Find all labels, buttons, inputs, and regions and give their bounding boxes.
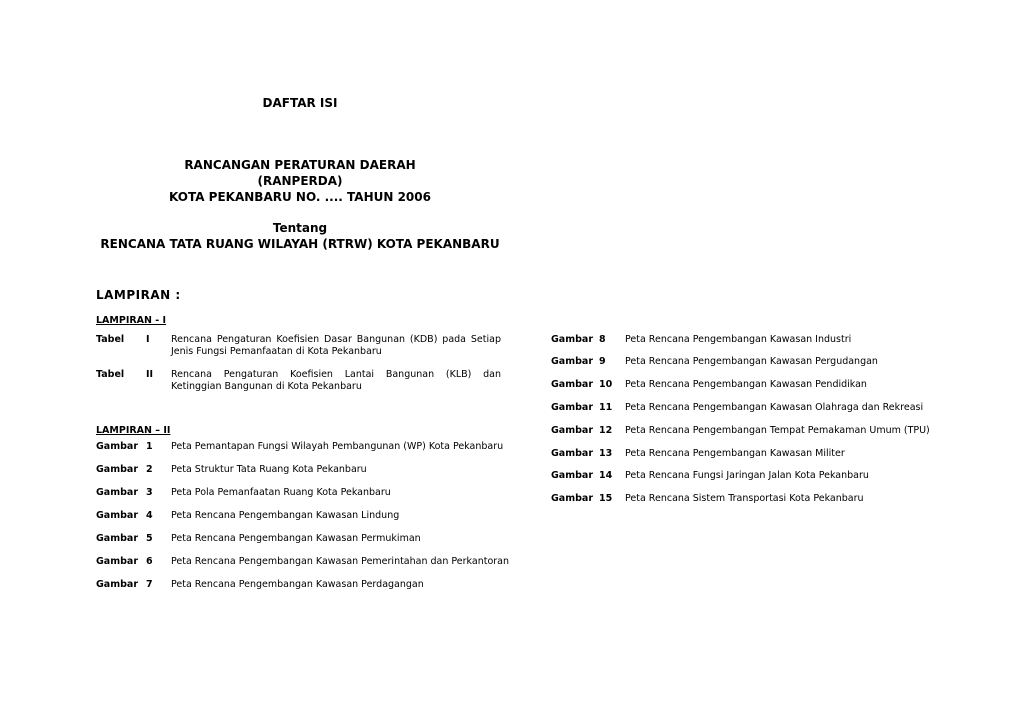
entry-text: Peta Rencana Pengembangan Kawasan Perdagangan (171, 579, 424, 590)
entry-label: Gambar (96, 533, 139, 544)
entry-text: Peta Pemantapan Fungsi Wilayah Pembangunan (WP) Kota Pekanbaru (171, 441, 504, 452)
figure-entry (96, 579, 516, 591)
entry-number: 1 (146, 441, 153, 452)
entry-number: 15 (599, 493, 613, 504)
entry-text: Peta Rencana Pengembangan Kawasan Lindung (171, 510, 400, 521)
entry-label: Gambar (551, 493, 594, 504)
lampiran-i-heading: LAMPIRAN - I (96, 315, 167, 326)
figure-entry (551, 493, 991, 505)
figure-entry (551, 402, 991, 414)
entry-number: 12 (599, 425, 613, 436)
entry-number: 5 (146, 533, 153, 544)
entry-text: Peta Pola Pemanfaatan Ruang Kota Pekanbaru (171, 487, 391, 498)
ranperda-line-3: KOTA PEKANBARU NO. .... TAHUN 2006 (169, 190, 431, 204)
document-subject: RENCANA TATA RUANG WILAYAH (RTRW) KOTA PEKANBARU (100, 237, 500, 251)
figure-entry (551, 356, 991, 368)
entry-label: Gambar (96, 487, 139, 498)
entry-label: Gambar (96, 579, 139, 590)
page-title: DAFTAR ISI (262, 96, 338, 110)
figure-entry (551, 448, 991, 460)
entry-text: Peta Rencana Pengembangan Kawasan Pergudangan (625, 356, 878, 367)
entry-label: Gambar (96, 464, 139, 475)
figure-entry (96, 487, 516, 499)
entry-label: Gambar (96, 510, 139, 521)
entry-number: 14 (599, 470, 613, 481)
figure-entry (96, 464, 516, 476)
entry-label: Gambar (551, 402, 594, 413)
entry-number: 7 (146, 579, 153, 590)
entry-number: 10 (599, 379, 613, 390)
entry-text: Peta Rencana Fungsi Jaringan Jalan Kota Pekanbaru (625, 470, 869, 481)
entry-number: 9 (599, 356, 606, 367)
entry-label: Gambar (96, 556, 139, 567)
entry-label: Gambar (551, 356, 594, 367)
entry-number: 8 (599, 334, 606, 345)
lampiran-ii-heading: LAMPIRAN – II (96, 425, 171, 436)
entry-text: Peta Rencana Pengembangan Kawasan Permukiman (171, 533, 421, 544)
entry-label: Gambar (551, 379, 594, 390)
figure-entry (96, 510, 516, 522)
entry-text: Rencana Pengaturan Koefisien Lantai Bangunan (KLB) dan Ketinggian Bangunan di Kota Pekanbaru (171, 369, 501, 392)
entry-text: Peta Rencana Sistem Transportasi Kota Pekanbaru (625, 493, 864, 504)
entry-text: Peta Struktur Tata Ruang Kota Pekanbaru (171, 464, 367, 475)
entry-number: 13 (599, 448, 613, 459)
entry-label: Gambar (551, 448, 594, 459)
entry-label: Gambar (551, 470, 594, 481)
entry-text: Peta Rencana Pengembangan Kawasan Militer (625, 448, 845, 459)
figure-entry (96, 441, 516, 453)
tentang-label: Tentang (272, 221, 328, 235)
entry-number: 6 (146, 556, 153, 567)
entry-number: 4 (146, 510, 153, 521)
table-entry (96, 334, 506, 360)
figure-entry (551, 425, 991, 437)
entry-number: 11 (599, 402, 613, 413)
entry-label: Gambar (551, 334, 594, 345)
entry-text: Peta Rencana Pengembangan Kawasan Olahraga dan Rekreasi (625, 402, 924, 413)
entry-number: 3 (146, 487, 153, 498)
entry-number: II (146, 369, 154, 380)
ranperda-line-1: RANCANGAN PERATURAN DAERAH (184, 158, 416, 172)
entry-label: Tabel (96, 334, 125, 345)
figure-entry (551, 334, 991, 346)
figure-entry (96, 556, 516, 568)
figure-entry (551, 379, 991, 391)
entry-text: Peta Rencana Pengembangan Kawasan Pendidikan (625, 379, 867, 390)
figure-entry (96, 533, 516, 545)
entry-text: Rencana Pengaturan Koefisien Dasar Bangunan (KDB) pada Setiap Jenis Fungsi Pemanfaatan di Kota Pekanbaru (171, 334, 501, 357)
entry-label: Gambar (551, 425, 594, 436)
entry-label: Tabel (96, 369, 125, 380)
ranperda-line-2: (RANPERDA) (257, 174, 343, 188)
lampiran-label: LAMPIRAN : (96, 288, 181, 302)
entry-text: Peta Rencana Pengembangan Kawasan Pemerintahan dan Perkantoran (171, 556, 510, 567)
entry-text: Peta Rencana Pengembangan Tempat Pemakaman Umum (TPU) (625, 425, 930, 436)
entry-number: 2 (146, 464, 153, 475)
figure-entry (551, 470, 991, 482)
entry-label: Gambar (96, 441, 139, 452)
entry-text: Peta Rencana Pengembangan Kawasan Industri (625, 334, 852, 345)
table-entry (96, 369, 506, 395)
entry-number: I (146, 334, 150, 345)
